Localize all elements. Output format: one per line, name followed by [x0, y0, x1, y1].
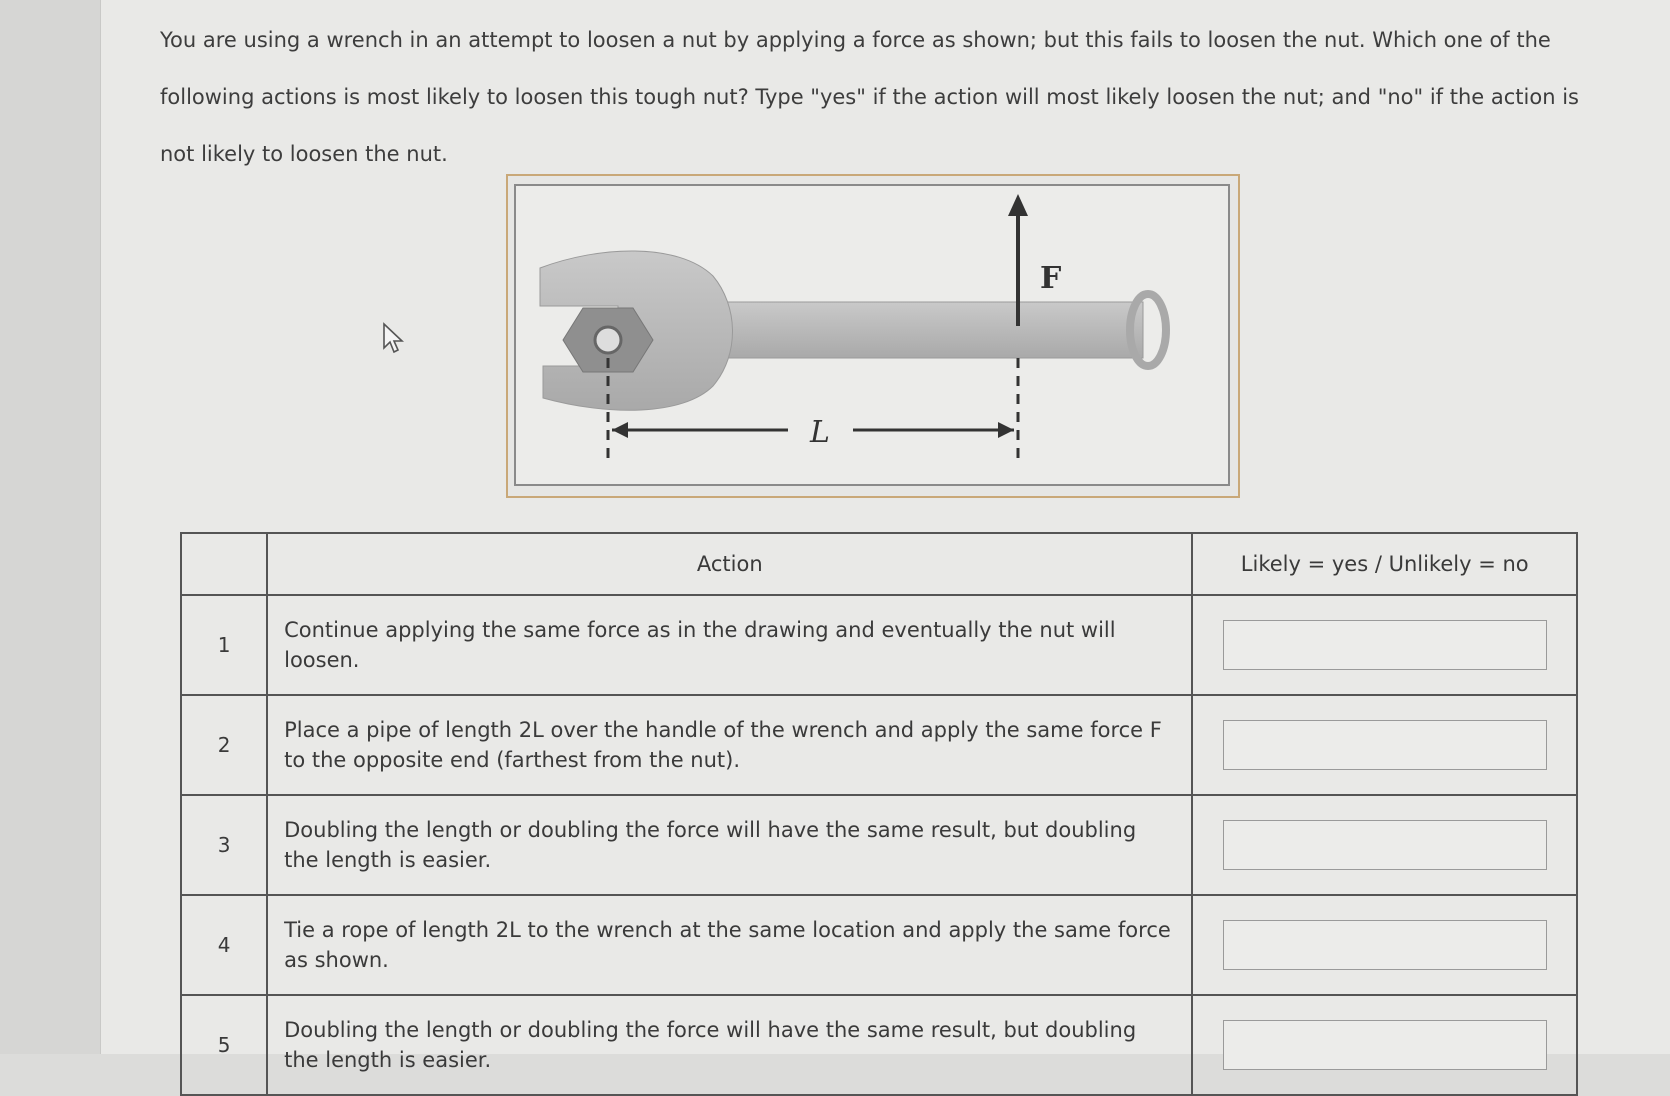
- answer-input-4[interactable]: [1223, 920, 1547, 970]
- force-arrow-head: [1008, 194, 1028, 216]
- length-label: L: [810, 415, 830, 450]
- wrench-handle: [723, 302, 1143, 358]
- length-arrow-right: [998, 422, 1014, 438]
- table-row: [181, 995, 1577, 1095]
- wrench-figure: [506, 174, 1240, 498]
- length-arrow-left: [612, 422, 628, 438]
- table-row: [181, 595, 1577, 695]
- answer-input-3[interactable]: [1223, 820, 1547, 870]
- row-action: Tie a rope of length 2L to the wrench at the same location and apply the same force as shown.: [267, 895, 1192, 995]
- bolt-center: [595, 327, 621, 353]
- row-action: Doubling the length or doubling the force will have the same result, but doubling the length is easier.: [267, 795, 1192, 895]
- left-margin: [0, 0, 100, 1054]
- table-row: [181, 695, 1577, 795]
- row-action: Place a pipe of length 2L over the handle of the wrench and apply the same force F to the opposite end (farthest from the nut).: [267, 695, 1192, 795]
- row-number: 5: [181, 995, 267, 1095]
- question-text: You are using a wrench in an attempt to loosen a nut by applying a force as shown; but this fails to loosen the nut. Which one of the following actions is most likely to loosen this tough nut? Type "yes" if the action will most likely loosen the nut; and "no" if the action is not likely to loosen the nut.: [160, 28, 1579, 166]
- row-action: Doubling the length or doubling the force will have the same result, but doubling the length is easier.: [267, 995, 1192, 1095]
- force-label: F: [1040, 261, 1062, 296]
- wrench-diagram: [508, 176, 1238, 496]
- answer-input-2[interactable]: [1223, 720, 1547, 770]
- header-action: Action: [267, 533, 1192, 595]
- header-number: [181, 533, 267, 595]
- actions-table: [180, 532, 1578, 1096]
- mouse-cursor-icon: [382, 322, 408, 356]
- table-row: [181, 895, 1577, 995]
- row-number: 1: [181, 595, 267, 695]
- table-row: [181, 795, 1577, 895]
- row-number: 3: [181, 795, 267, 895]
- row-number: 2: [181, 695, 267, 795]
- header-answer: Likely = yes / Unlikely = no: [1192, 533, 1577, 595]
- answer-input-5[interactable]: [1223, 1020, 1547, 1070]
- row-number: 4: [181, 895, 267, 995]
- table-header-row: [181, 533, 1577, 595]
- row-action: Continue applying the same force as in the drawing and eventually the nut will loosen.: [267, 595, 1192, 695]
- answer-input-1[interactable]: [1223, 620, 1547, 670]
